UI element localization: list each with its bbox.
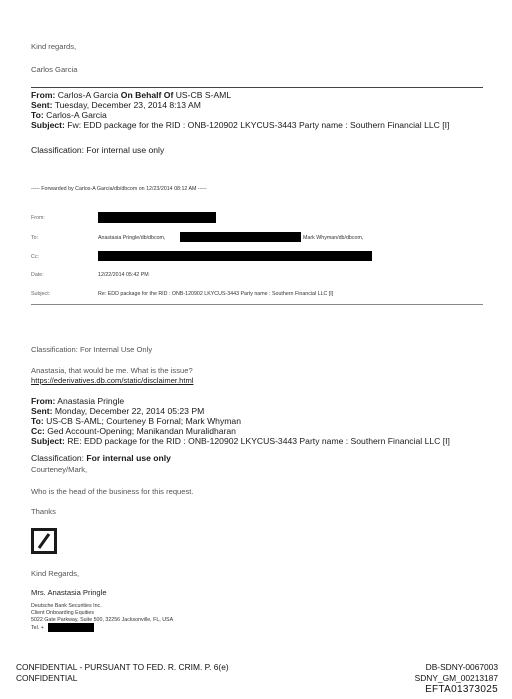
sent-label: Sent: [31, 100, 53, 110]
header1-sent [31, 100, 201, 110]
to-value: Carlos-A Garcia [46, 110, 107, 120]
sent-value: Monday, December 22, 2014 05:23 PM [54, 406, 205, 416]
forwarded-line: ----- Forwarded by Carlos-A Garcia/db/dbcom on 12/23/2014 08:12 AM ----- [31, 186, 207, 192]
redaction-bar [98, 251, 372, 261]
redaction-bar [48, 623, 94, 632]
to-label: To: [31, 416, 44, 426]
kind-regards: Kind Regards, [31, 569, 80, 578]
classification-3 [31, 453, 171, 463]
sig-line-2: Client Onboarding Equities [31, 610, 95, 616]
from-value: Anastasia Pringle [57, 396, 125, 406]
footer-bates-1: DB-SDNY-0067003 [425, 662, 498, 672]
to-value: US-CB S-AML; Courteney B Fornal; Mark Whyman [46, 416, 241, 426]
sig-tel: Tel. + [31, 625, 44, 631]
classification-1: Classification: For internal use only [31, 145, 165, 155]
header2-sent [31, 406, 204, 416]
cc-value: Ged Account-Opening; Manikandan Muralidharan [47, 426, 236, 436]
signature-name: Carlos Garcia [31, 65, 78, 74]
header2-to [31, 416, 241, 426]
reply-body: Anastasia, that would be me. What is the issue? [31, 366, 193, 375]
classification-label: Classification: [31, 453, 85, 463]
fwd-date-value: 12/22/2014 05:42 PM [98, 272, 149, 278]
sent-value: Tuesday, December 23, 2014 8:13 AM [54, 100, 201, 110]
greeting: Courteney/Mark, [31, 465, 88, 474]
fwd-date-label: Date: [31, 272, 44, 278]
fwd-to-value-2: Mark Whyman/db/dbcom, [303, 235, 364, 241]
divider [31, 87, 483, 88]
question: Who is the head of the business for this request. [31, 487, 194, 496]
fwd-subject-value: Re: EDD package for the RID : ONB-120902 LKYCUS-3443 Party name : Southern Financial LLC [I] [98, 291, 334, 297]
behalf-label: On Behalf Of [120, 90, 174, 100]
sig-name: Mrs. Anastasia Pringle [31, 588, 107, 597]
deutsche-bank-logo-icon [31, 528, 57, 554]
closing-text: Kind regards, [31, 42, 77, 51]
disclaimer-link[interactable]: https://ederivatives.db.com/static/disclaimer.html [31, 376, 194, 385]
cc-label: Cc: [31, 426, 45, 436]
subject-label: Subject: [31, 120, 65, 130]
subject-value: RE: EDD package for the RID : ONB-120902 LKYCUS-3443 Party name : Southern Financial LLC [I] [67, 436, 450, 446]
behalf-value: US-CB S-AML [175, 90, 232, 100]
subject-value: Fw: EDD package for the RID : ONB-120902 LKYCUS-3443 Party name : Southern Financial LLC [I] [67, 120, 450, 130]
subject-label: Subject: [31, 436, 65, 446]
from-value: Carlos-A Garcia [57, 90, 119, 100]
divider [31, 304, 483, 305]
sig-line-3: 5022 Gate Parkway, Suite 500, 32256 Jacksonville, FL, USA [31, 617, 174, 623]
header2-from [31, 396, 124, 406]
classification-2: Classification: For Internal Use Only [31, 345, 153, 354]
header1-to [31, 110, 107, 120]
header2-cc [31, 426, 236, 436]
fwd-subject-label: Subject: [31, 291, 51, 297]
footer-confidential-1: CONFIDENTIAL - PURSUANT TO FED. R. CRIM. P. 6(e) [16, 662, 229, 672]
fwd-to-label: To: [31, 235, 39, 241]
sent-label: Sent: [31, 406, 53, 416]
sig-line-1: Deutsche Bank Securities Inc. [31, 603, 102, 609]
footer-confidential-2: CONFIDENTIAL [16, 673, 78, 683]
from-label: From: [31, 90, 56, 100]
from-label: From: [31, 396, 56, 406]
header2-subject [31, 436, 450, 446]
redaction-bar [98, 212, 216, 223]
logo-slash-icon [34, 531, 54, 551]
redaction-bar [180, 232, 301, 242]
fwd-from-label: From: [31, 215, 45, 221]
fwd-cc-label: Cc: [31, 254, 39, 260]
header1-subject [31, 120, 449, 130]
thanks: Thanks [31, 507, 56, 516]
footer-bates-2: SDNY_GM_00213187 [414, 673, 498, 683]
footer-efta-number: EFTA01373025 [425, 684, 498, 695]
classification-value: For internal use only [86, 453, 171, 463]
header1-from [31, 90, 231, 100]
to-label: To: [31, 110, 44, 120]
fwd-to-value-1: Anastasia Pringle/db/dbcom, [98, 235, 166, 241]
